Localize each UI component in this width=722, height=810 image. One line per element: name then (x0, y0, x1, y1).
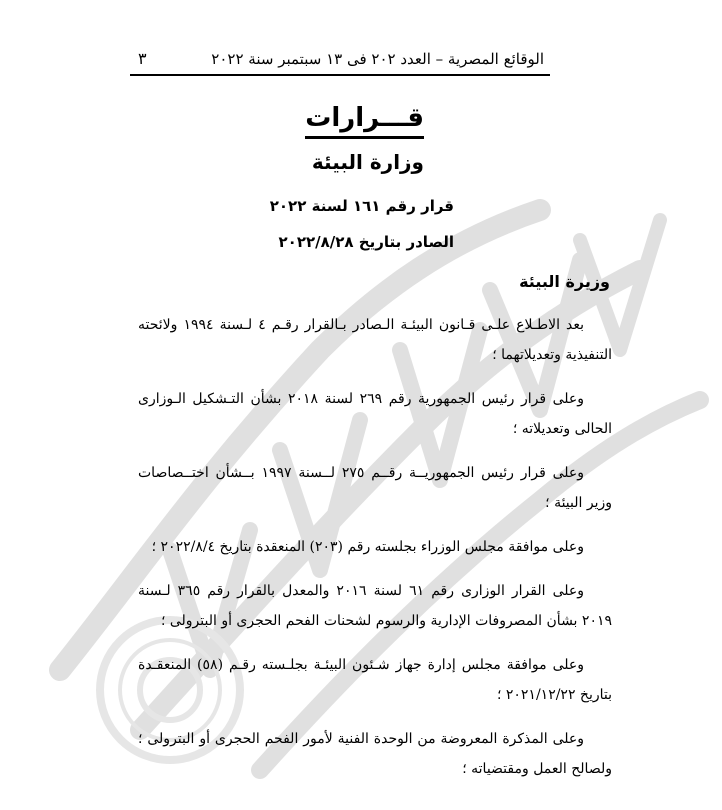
preamble-paragraph (138, 576, 612, 636)
ministry-title: وزارة البيئة (311, 150, 424, 174)
running-header (130, 44, 550, 76)
preamble-paragraph (138, 384, 612, 444)
preamble-paragraph (138, 532, 612, 562)
preamble-paragraph (138, 458, 612, 518)
page-number: ٣ (138, 49, 147, 68)
preamble-body (138, 310, 612, 798)
decree-issue-date: الصادر بتاريخ ٢٠٢٢/٨/٢٨ (278, 233, 454, 251)
issuing-authority: وزيرة البيئة (519, 272, 610, 291)
preamble-paragraph (138, 724, 612, 784)
paragraph-text: وعلى قرار رئيس الجمهوريــة رقــم ٢٧٥ لــسنة ١٩٩٧ بــشأن اختــصاصات وزير البيئة ؛ (138, 465, 612, 511)
preamble-paragraph (138, 310, 612, 370)
paragraph-text: وعلى موافقة مجلس الوزراء بجلسته رقم (٢٠٣) المنعقدة بتاريخ ٢٠٢٢/٨/٤ ؛ (151, 539, 584, 555)
gazette-issue-title: الوقائع المصرية – العدد ٢٠٢ فى ١٣ سبتمبر سنة ٢٠٢٢ (211, 50, 544, 68)
section-title: قـــرارات (305, 100, 424, 139)
paragraph-text: بعد الاطـلاع علـى قـانون البيئـة الـصادر بـالقرار رقـم ٤ لـسنة ١٩٩٤ ولائحته التنفيذية وتعديلاتهما ؛ (138, 317, 612, 363)
paragraph-text: وعلى القرار الوزارى رقم ٦١ لسنة ٢٠١٦ والمعدل بالقرار رقم ٣٦٥ لـسنة ٢٠١٩ بشأن المصروفات الإدارية والرسوم لشحنات الفحم الحجرى أو البترولى ؛ (138, 583, 612, 629)
paragraph-text: وعلى موافقة مجلس إدارة جهاز شـئون البيئـة بجلـسته رقـم (٥٨) المنعقـدة بتاريخ ٢٠٢١/١٢/٢٢ ؛ (138, 657, 612, 703)
paragraph-text: وعلى المذكرة المعروضة من الوحدة الفنية لأمور الفحم الحجرى أو البترولى ؛ ولصالح العمل ومقتضياته ؛ (138, 731, 612, 777)
paragraph-text: وعلى قرار رئيس الجمهورية رقم ٢٦٩ لسنة ٢٠١٨ بشأن التـشكيل الـوزارى الحالى وتعديلاته ؛ (138, 391, 612, 437)
preamble-paragraph (138, 650, 612, 710)
decree-number: قرار رقم ١٦١ لسنة ٢٠٢٢ (269, 197, 454, 215)
